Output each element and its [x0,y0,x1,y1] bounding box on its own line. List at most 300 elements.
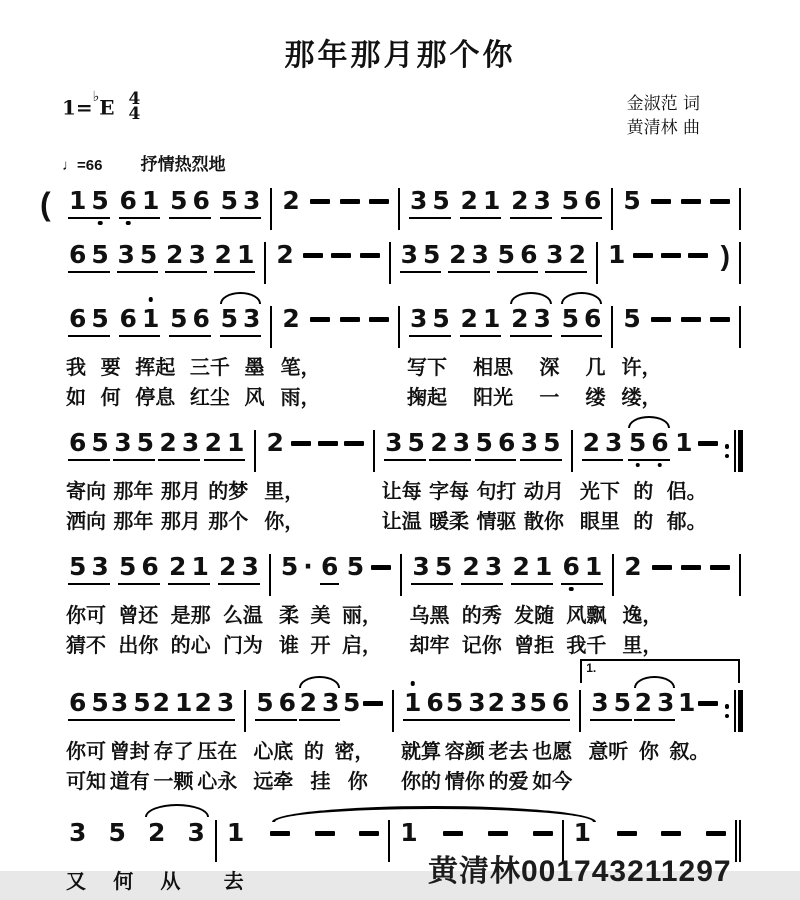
note: 1 [141,186,160,215]
lyric-syllable: 三千 [189,357,230,379]
note-group [281,305,300,335]
note: 1 [400,818,418,847]
lyric-cell [260,505,369,534]
note-group [152,689,194,721]
note: 6 [584,186,602,215]
lyric-syllable: 笔， [280,357,321,379]
barline [395,187,403,231]
dash-note [488,831,508,836]
lyric-indent [40,629,62,663]
measure [403,187,608,219]
lyric-syllable: 美 [310,605,331,627]
note: 5 [561,304,579,333]
barline [370,429,378,473]
lyric-syllable: 去 [223,871,244,893]
barline [736,241,744,285]
lyric-indent [40,381,62,415]
barline [241,689,249,733]
lyric-syllable: 你 [347,771,368,793]
measure [584,661,724,721]
note: 2 [487,688,506,717]
lyric-syllable: 柔 [278,605,299,627]
note: 5 [432,186,450,215]
note-group [487,689,529,721]
note: 2 [219,552,237,581]
lyric-syllable: 开 [310,635,331,657]
lyric-syllable: 那月 [160,511,201,533]
note: 2 [568,240,586,269]
measure [378,429,567,461]
lyric-cell [277,381,395,410]
lyric-syllable: 心底 [253,741,294,763]
note-group [573,819,592,849]
measure [617,553,736,583]
dash-note [443,831,463,836]
measure [616,187,736,217]
note: 5 [475,428,493,457]
note-group [68,187,110,219]
lyric-cell [220,865,385,894]
note-group [590,689,632,721]
notes-row [40,241,744,283]
lyric-cell [618,629,736,658]
score-body [40,187,744,891]
note: 5 [623,304,641,333]
lyric-syllable: 的梦 [208,481,249,503]
lyric-syllable: 要 [100,357,121,379]
note-group [68,241,110,273]
lyric-indent [40,765,62,799]
low-octave-dot [658,463,663,468]
note-group [400,241,442,273]
note: 5 [561,186,579,215]
dash-note [310,199,330,204]
note: 5 [432,304,450,333]
note: 1 [678,688,696,717]
lyric-syllable: 的 [633,511,654,533]
dash-note [363,701,383,706]
lyric-cell [275,629,397,658]
measure [275,305,395,335]
note: 3 [216,688,235,717]
lyric-cell [397,765,576,794]
barline [251,429,259,473]
note: 6 [426,688,444,717]
lyric-syllable: 的 [303,741,324,763]
lyric-syllable: 雨， [280,387,321,409]
note-group [528,689,570,721]
note-group [220,187,262,219]
note-group [119,187,161,219]
tempo-marking [62,150,800,175]
barline [212,819,220,863]
note-group [399,819,418,849]
barline [736,305,744,349]
measure [275,187,395,217]
measure [62,553,266,585]
measure [576,429,724,461]
note: 5 [256,688,274,717]
lyric-syllable: 密， [334,741,375,763]
measure [274,553,398,585]
lyric-syllable: 你的 [401,771,441,793]
lyric-syllable: 缕 [585,387,606,409]
note-group [68,689,110,721]
lyric-cell [618,599,736,628]
tempo-mark: ♩=66 [62,157,103,174]
note: 2 [276,240,294,269]
repeat-barline [724,429,744,473]
note: 5 [423,240,441,269]
lyric-syllable: 你可 [66,741,106,763]
note: · [303,552,313,581]
note: 6 [497,428,516,457]
lyric-syllable: 里， [264,481,305,503]
lyric-cell [576,475,724,504]
notes-row [40,661,744,731]
lyric-cell [277,351,395,380]
lyric-syllable: 是那 [170,605,211,627]
note: 2 [152,688,171,717]
lyric-syllable: 一颗 [153,771,194,793]
barline [609,553,617,597]
note: 2 [582,428,600,457]
lyric-syllable: 从 [160,871,181,893]
note: 3 [110,688,129,717]
lyric-cell [618,381,736,410]
tempo-expression: 抒情热烈地 [140,155,226,174]
note: 2 [159,428,177,457]
lyric-cell [618,351,736,380]
lyric-syllable: 缕， [621,387,662,409]
dash-note [661,253,681,258]
note: 3 [533,186,551,215]
note: 6 [192,186,210,215]
lyric-syllable: 阳光 [473,387,514,409]
note: 6 [141,552,159,581]
open-paren [40,241,62,275]
note: 1 [142,305,159,332]
lyric-cell [62,865,212,894]
note: 6 [192,304,210,333]
dash-note [369,199,389,204]
lyric-syllable: 出你 [118,635,159,657]
note-group-slurred [220,305,262,337]
note-group-slurred [299,689,341,721]
note: 3 [400,240,419,269]
note: 2 [511,304,529,333]
dash-note [359,831,379,836]
flat-sign-icon: ♭ [92,88,100,105]
lyric-syllable: 叙。 [669,741,710,763]
note-group [165,241,207,273]
measure [62,305,267,337]
note-group [623,553,642,583]
dash-note [633,253,653,258]
lyric-indent [40,865,62,899]
note-group [169,187,211,219]
notes-row [40,553,744,595]
lyric-syllable: 侣。 [666,481,707,503]
note: 3 [385,428,403,457]
dash-note [533,831,553,836]
lyric-syllable: 却牢 [409,635,450,657]
note: 1 [236,240,255,269]
lyric-syllable: 那年 [113,511,154,533]
note-group-slurred [510,305,552,337]
note-group [280,553,314,583]
note: 5 [343,688,361,717]
barline [389,689,397,733]
note-group [169,305,211,337]
barline [608,305,616,349]
lyric-syllable: 眼里 [579,511,620,533]
lyric-syllable: 那个 [208,511,249,533]
dash-note [710,317,730,322]
lyric-syllable: 光下 [579,481,620,503]
lyric-cell [576,505,724,534]
lyric-syllable: 可知 [66,771,106,793]
barline [736,187,744,231]
note: 3 [510,688,528,717]
note-group [158,429,200,461]
measure [249,689,389,721]
lyric-syllable: 我 [66,357,86,379]
measure [62,187,267,219]
note: 5 [613,688,632,717]
lyric-cell [249,765,389,794]
lyric-syllable: 一 [539,387,560,409]
lyric-row [40,765,744,791]
note: 3 [604,428,623,457]
barline [385,819,393,863]
note-group-slurred [628,429,670,461]
lyric-syllable: 里， [622,635,663,657]
note: 3 [243,304,261,333]
dash-note [303,253,323,258]
note: 5 [407,428,425,457]
lyric-row [40,599,744,625]
note: 2 [511,186,529,215]
low-octave-dot [635,463,640,468]
note-group [409,305,451,337]
lyric-cell [249,735,389,764]
note: 5 [220,186,238,215]
repeat-barline [724,689,744,733]
dash-note [698,701,718,706]
note-group [113,429,155,461]
note-group [68,429,110,461]
dash-note [369,317,389,322]
note-group [255,689,297,721]
note: 3 [187,818,205,847]
dash-note [270,831,290,836]
lyric-syllable: 何 [100,387,121,409]
meta-row [62,88,700,140]
lyric-row [40,629,744,655]
note: 5 [170,186,188,215]
note-group [445,689,487,721]
note: 2 [214,240,232,269]
lyric-cell [405,629,610,658]
lyric-syllable: 曾封 [109,741,150,763]
note: 5 [139,240,158,269]
lyric-syllable: 启， [341,635,382,657]
lyric-row [40,475,744,501]
note: 6 [321,552,339,581]
lyric-row [40,735,744,761]
note: 5 [91,187,108,214]
final-barline [732,819,744,863]
dash-note [340,199,360,204]
lyric-cell [62,735,241,764]
note: 6 [278,688,297,717]
note: 3 [117,240,135,269]
key-time-signature [62,88,141,124]
note-group-slurred [561,305,603,337]
note-group-slurred [634,689,676,721]
note: 3 [410,304,428,333]
music-system [40,661,744,793]
note: 3 [484,552,503,581]
lyric-syllable: 么温 [222,605,263,627]
dash-note [681,565,701,570]
lyric-row [40,351,744,377]
note-group [674,429,693,459]
lyric-syllable: 逸， [622,605,663,627]
dash-note [661,831,681,836]
note: 6 [69,304,87,333]
lyric-syllable: 压在 [197,741,238,763]
note: 3 [412,552,430,581]
note: 3 [546,240,564,269]
open-paren [40,553,62,587]
measure [403,305,608,337]
time-denominator: 4 [128,104,141,124]
note: 6 [562,553,579,580]
note: 6 [120,187,137,214]
note: 1 [175,688,193,717]
lyric-cell [260,475,369,504]
note-group [520,429,562,461]
note: 2 [147,818,166,847]
note-group-slurred [147,819,166,849]
barline [608,187,616,231]
note: 1 [227,428,245,457]
note-group [475,429,517,461]
lyric-syllable: 情你 [444,771,485,793]
barline [576,689,584,733]
lyric-syllable: 又 [66,871,86,893]
lyric-syllable: 就算 [401,741,441,763]
dash-note [688,253,708,258]
lyric-syllable: 郁。 [666,511,707,533]
open-paren: ( [40,186,51,222]
lyric-syllable: 挂 [310,771,331,793]
lyric-cell [403,381,610,410]
dash-note [710,565,730,570]
note: 2 [624,552,642,581]
note: 2 [194,688,212,717]
note-group [342,689,361,719]
note: 3 [520,428,539,457]
time-signature [128,89,141,124]
note-group [168,553,210,585]
measure [62,689,241,721]
lyric-syllable: 让每 [381,481,422,503]
dash-note [371,565,391,570]
music-system [40,553,744,655]
note: 3 [322,688,340,717]
note-group [320,553,339,585]
note: 3 [591,688,609,717]
note: 5 [119,552,137,581]
lyric-syllable: 的秀 [461,605,502,627]
lyric-syllable: 曾还 [118,605,159,627]
lyric-syllable: 挥起 [135,357,176,379]
note: 3 [471,240,489,269]
note: 5 [220,304,238,333]
lyric-cell [378,505,568,534]
note: 1 [404,689,421,716]
note: 3 [69,818,87,847]
song-title: 那年那月那个你 [284,39,516,72]
open-paren [40,429,62,463]
measure [394,241,593,273]
note-group [511,553,553,585]
lyric-syllable: 何 [113,871,134,893]
note: 5 [133,688,151,717]
note: 1 [534,552,553,581]
lyric-cell [62,765,241,794]
note: 5 [91,304,109,333]
lyric-syllable: 的 [633,481,654,503]
lyric-syllable: 你可 [66,605,106,627]
note: 6 [584,304,602,333]
note-group [622,187,641,217]
barline [397,553,405,597]
lyricist-credit: 金淑范 词 [626,94,700,114]
note: 5 [434,552,453,581]
note: 6 [520,240,538,269]
note-group [346,553,365,583]
note: 5 [108,818,126,847]
note-group [411,553,453,585]
music-system [40,241,744,283]
dash-note [340,317,360,322]
measure [405,553,609,585]
lyric-syllable: 猜不 [66,635,106,657]
note-group [107,819,126,849]
lyric-syllable: 意听 [588,741,629,763]
note-group [460,305,502,337]
note-group [429,429,471,461]
note: 3 [181,428,200,457]
measure [616,305,736,335]
lyric-syllable: 墨 [244,357,265,379]
note-group [110,689,152,721]
note-group [68,819,87,849]
dash-note [710,199,730,204]
note: 5 [497,240,516,269]
barline [267,187,275,231]
lyric-syllable: 寄向 [66,481,106,503]
dash-note [318,441,338,446]
note: 6 [119,304,137,333]
note: 3 [91,552,109,581]
dash-note [706,831,726,836]
note: 3 [452,428,471,457]
